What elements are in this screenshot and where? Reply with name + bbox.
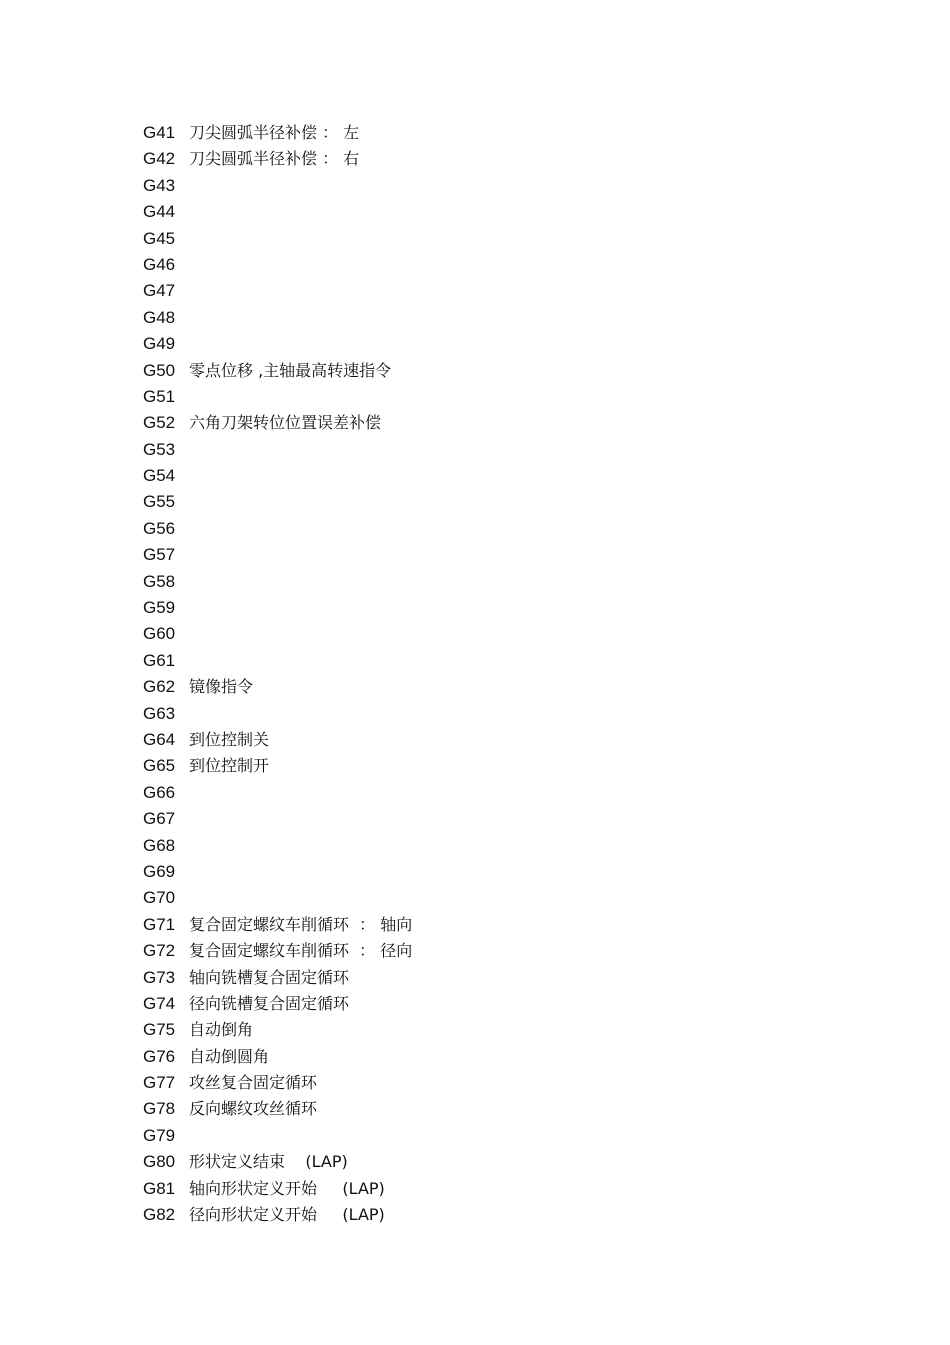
g-code: G61 (143, 650, 176, 670)
code-row (143, 885, 412, 911)
g-code: G57 (143, 545, 176, 565)
code-row (143, 1176, 412, 1202)
g-code: G54 (143, 466, 176, 486)
code-row (143, 1202, 412, 1228)
code-row (143, 226, 412, 252)
g-code: G77 (143, 1073, 176, 1093)
g-code-description: 径向形状定义开始 (LAP) (189, 1205, 385, 1225)
g-code: G47 (143, 281, 176, 301)
g-code: G48 (143, 307, 176, 327)
code-row (143, 1017, 412, 1043)
g-code: G43 (143, 175, 176, 195)
g-code-description: 形状定义结束 (LAP) (189, 1152, 348, 1172)
g-code: G60 (143, 624, 176, 644)
g-code-description: 径向铣槽复合固定循环 (189, 993, 350, 1013)
g-code-description: 刀尖圆弧半径补偿 ： 右 (189, 149, 360, 169)
g-code-description: 复合固定螺纹车削循环 ： 轴向 (189, 914, 413, 934)
code-row (143, 674, 412, 700)
g-code: G76 (143, 1046, 176, 1066)
g-code: G49 (143, 334, 176, 354)
code-row (143, 965, 412, 991)
code-row (143, 859, 412, 885)
code-row (143, 173, 412, 199)
code-row (143, 278, 412, 304)
g-code: G50 (143, 360, 176, 380)
g-code: G46 (143, 254, 176, 274)
g-code: G71 (143, 914, 176, 934)
g-code-description: 零点位移 ,主轴最高转速指令 (189, 360, 392, 380)
code-row (143, 569, 412, 595)
code-row (143, 780, 412, 806)
g-code: G65 (143, 756, 176, 776)
code-row (143, 516, 412, 542)
code-row (143, 1123, 412, 1149)
code-row (143, 199, 412, 225)
code-row (143, 146, 412, 172)
g-code-description: 攻丝复合固定循环 (189, 1073, 318, 1093)
code-row (143, 437, 412, 463)
g-code: G68 (143, 835, 176, 855)
code-row (143, 489, 412, 515)
g-code-description: 反向螺纹攻丝循环 (189, 1099, 318, 1119)
g-code-description: 复合固定螺纹车削循环 ： 径向 (189, 941, 413, 961)
code-row (143, 648, 412, 674)
g-code-description: 自动倒角 (189, 1020, 254, 1040)
code-row (143, 753, 412, 779)
code-row (143, 410, 412, 436)
g-code: G67 (143, 809, 176, 829)
g-code: G82 (143, 1205, 176, 1225)
g-code: G51 (143, 386, 176, 406)
g-code: G63 (143, 703, 176, 723)
g-code: G55 (143, 492, 176, 512)
code-row (143, 384, 412, 410)
code-row (143, 1149, 412, 1175)
g-code: G42 (143, 149, 176, 169)
g-code-description: 六角刀架转位位置误差补偿 (189, 413, 382, 433)
g-code-description: 到位控制开 (189, 756, 270, 776)
code-row (143, 358, 412, 384)
code-row (143, 331, 412, 357)
code-row (143, 833, 412, 859)
g-code: G45 (143, 228, 176, 248)
code-row (143, 1044, 412, 1070)
g-code: G64 (143, 729, 176, 749)
g-code: G44 (143, 202, 176, 222)
code-row (143, 938, 412, 964)
code-row (143, 727, 412, 753)
code-row (143, 542, 412, 568)
g-code: G53 (143, 439, 176, 459)
g-code-list (143, 120, 412, 1228)
code-row (143, 595, 412, 621)
code-row (143, 252, 412, 278)
g-code: G56 (143, 518, 176, 538)
code-row (143, 305, 412, 331)
g-code: G59 (143, 598, 176, 618)
g-code-description: 轴向铣槽复合固定循环 (189, 967, 350, 987)
g-code: G70 (143, 888, 176, 908)
g-code: G73 (143, 967, 176, 987)
g-code-description: 镜像指令 (189, 677, 254, 697)
g-code-description: 到位控制关 (189, 729, 270, 749)
code-row (143, 912, 412, 938)
code-row (143, 463, 412, 489)
g-code: G66 (143, 782, 176, 802)
code-row (143, 806, 412, 832)
g-code: G69 (143, 861, 176, 881)
code-row (143, 701, 412, 727)
g-code: G52 (143, 413, 176, 433)
code-row (143, 991, 412, 1017)
g-code: G72 (143, 941, 176, 961)
g-code: G81 (143, 1178, 176, 1198)
g-code: G41 (143, 123, 176, 142)
g-code: G78 (143, 1099, 176, 1119)
g-code: G79 (143, 1125, 176, 1145)
code-row (143, 1096, 412, 1122)
code-row (143, 120, 412, 146)
g-code: G74 (143, 993, 176, 1013)
g-code: G58 (143, 571, 176, 591)
g-code-description: 刀尖圆弧半径补偿 ： 左 (189, 123, 360, 142)
code-row (143, 1070, 412, 1096)
g-code-description: 自动倒圆角 (189, 1046, 270, 1066)
code-row (143, 621, 412, 647)
g-code: G75 (143, 1020, 176, 1040)
g-code: G80 (143, 1152, 176, 1172)
g-code-description: 轴向形状定义开始 (LAP) (189, 1178, 385, 1198)
g-code: G62 (143, 677, 176, 697)
